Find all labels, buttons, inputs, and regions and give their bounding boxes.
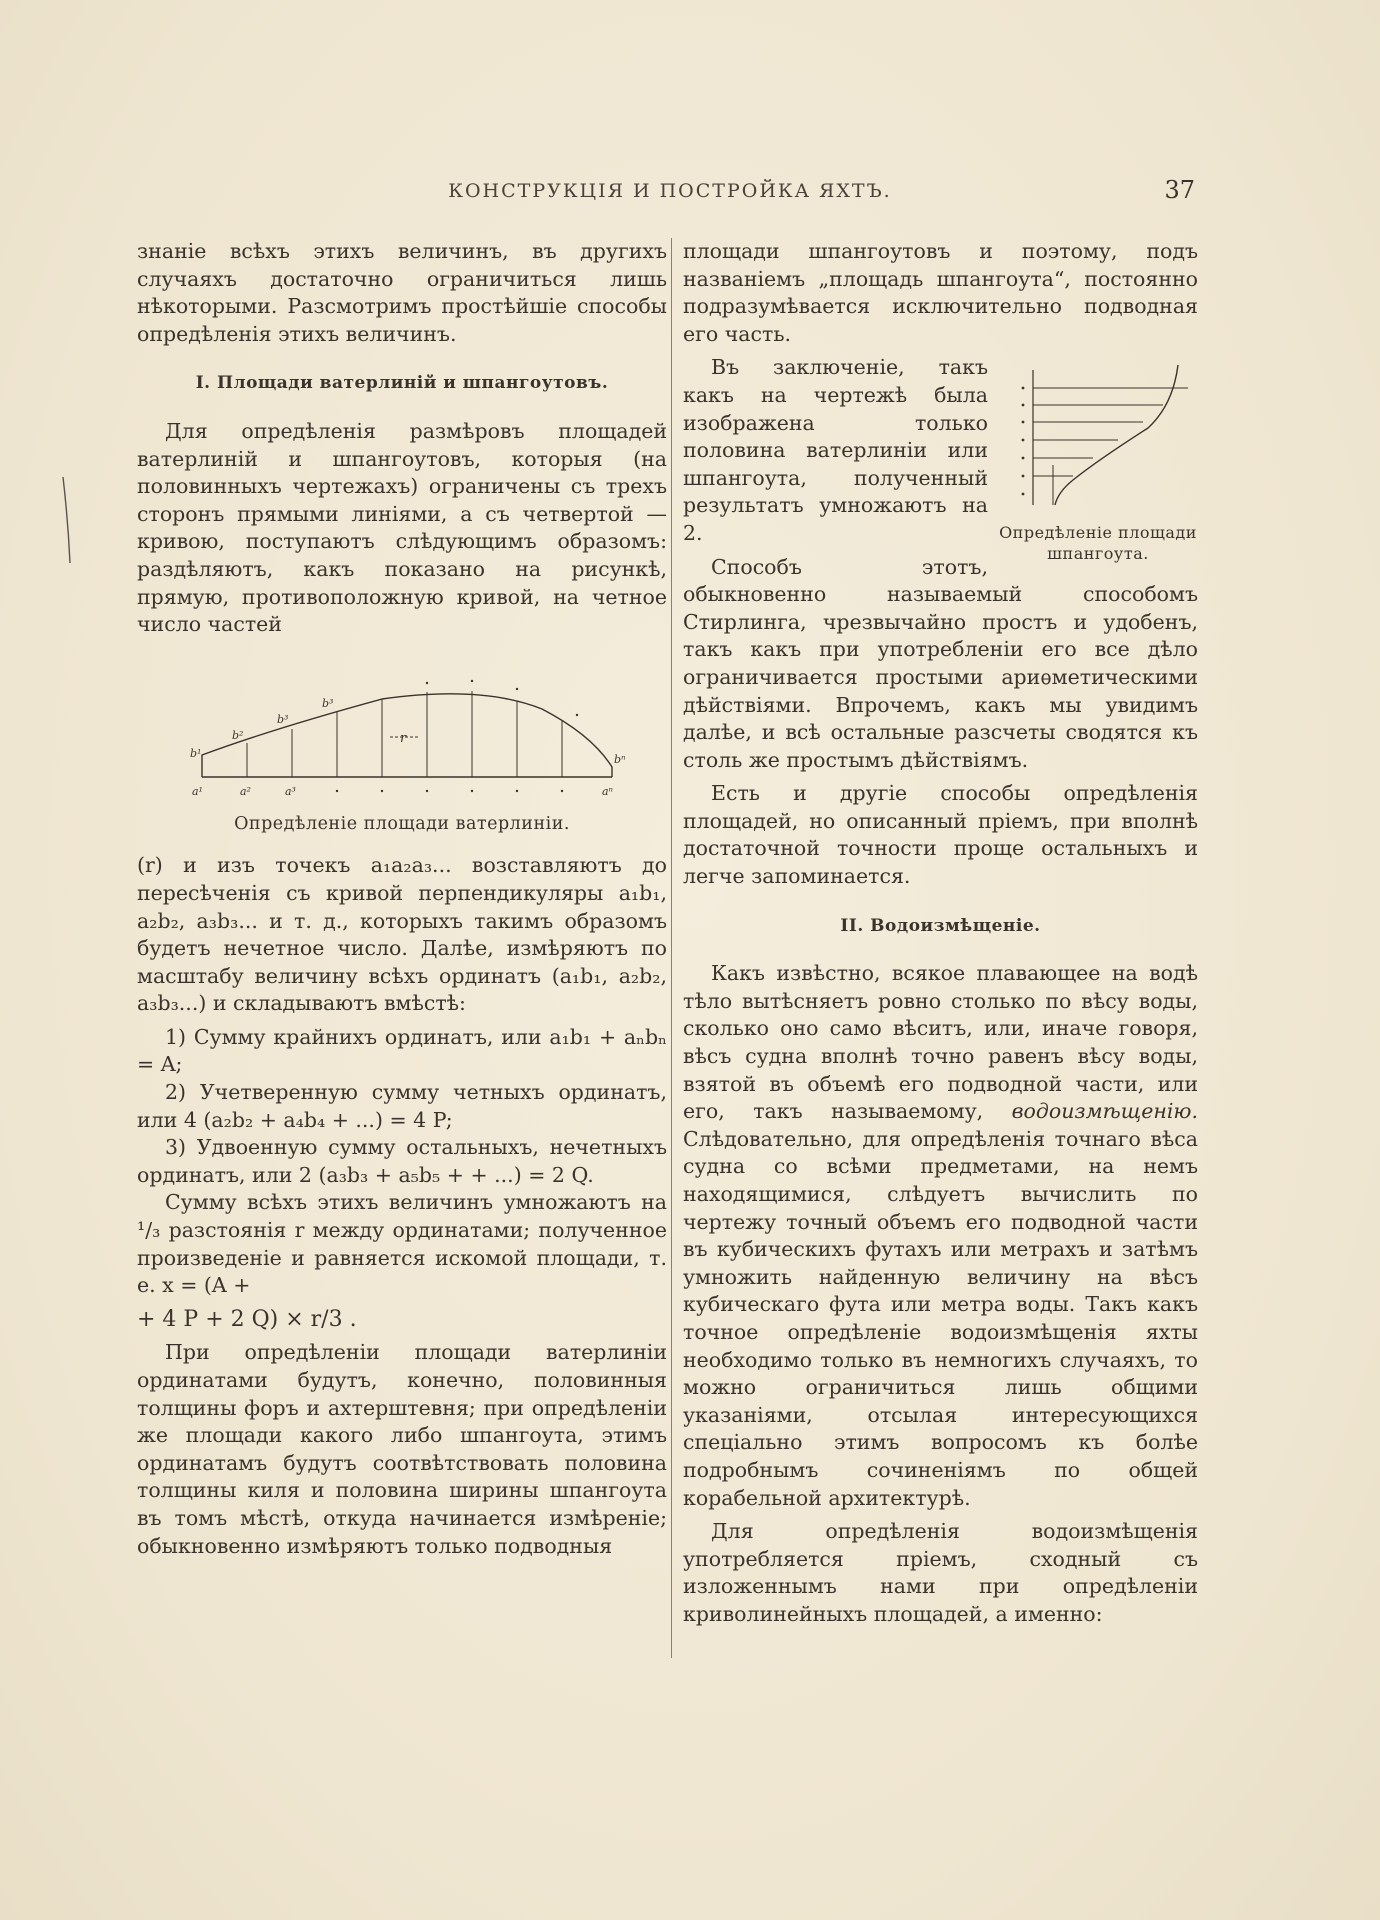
column-divider [671,238,672,1658]
list-item: 1) Сумму крайнихъ ординатъ, или a₁b₁ + aₙbₙ = A; [137,1024,667,1077]
label-a3: a³ [285,784,296,798]
list-item: 3) Удвоенную сумму остальныхъ, нечетныхъ ординатъ, или 2 (a₃b₃ + a₅b₅ + + ...) = 2 Q. [137,1135,667,1187]
label-an: aⁿ [602,784,614,798]
label-a2: a² [240,784,251,798]
paragraph: (r) и изъ точекъ a₁a₂a₃... возставляютъ до пересѣченія съ кривой перпендикуляры a₁b₁, a₂b₂, a₃b₃... и т. д., которыхъ такимъ образомъ будетъ нечетное число. Далѣе, измѣряютъ по масштабу величину всѣхъ ординатъ (a₁b₁, a₂b₂, a₃b₃...) и складываютъ вмѣстѣ: [137,853,667,1016]
label-b3: b³ [277,712,289,726]
figure-frame-area [998,360,1198,564]
paragraph: Способъ этотъ, обыкновенно называемый способомъ Стирлинга, чрезвычайно простъ и удобенъ, такъ какъ при употребленіи его все дѣло ограничивается простыми ариѳметическими дѣйствіями. Впрочемъ, какъ мы увидимъ далѣе, и всѣ остальные разсчеты сводятся къ столь же простымъ дѣйствіямъ. [683,554,1198,772]
label-r: r [400,730,407,746]
right-column [683,238,1198,1635]
left-column [137,238,667,1566]
section-heading: I. Площади ватерлиній и шпангоутовъ. [195,373,609,394]
paragraph: Сумму всѣхъ этихъ величинъ умножаютъ на ¹/₃ разстоянія r между ординатами; полученное произведеніе и равняется искомой площади, т. е. x = (A + [137,1190,667,1298]
page-number: 37 [1164,176,1195,204]
paragraph: Есть и другіе способы опредѣленія площадей, но описанный пріемъ, при вполнѣ достаточной точности проще остальныхъ и легче запоминается. [683,781,1198,889]
running-head: КОНСТРУКЦІЯ И ПОСТРОЙКА ЯХТЪ. [448,180,892,202]
formula: + 4 P + 2 Q) × r/3 . [137,1306,357,1332]
paragraph: Для опредѣленія размѣровъ площадей ватерлиній и шпангоутовъ, которыя (на половинныхъ чертежахъ) ограничены съ трехъ сторонъ прямыми линіями, а съ четвертой — кривою, поступаютъ слѣдующимъ образомъ: раздѣляютъ, какъ показано на рисункѣ, прямую, противоположную кривой, на четное число частей [137,418,667,637]
waterline-diagram [182,657,626,807]
paragraph: площади шпангоутовъ и поэтому, подъ названіемъ „площадь шпангоута“, постоянно подразумѣвается исключительно подводная его часть. [683,239,1198,346]
label-b3-upper: b³ [322,696,334,710]
term-displacement: водоизмѣщенію. [1011,1099,1198,1124]
label-bn: bⁿ [614,752,626,766]
paragraph-text: Слѣдовательно, для опредѣленія точнаго вѣса судна со всѣми предметами, на немъ находящимися, слѣдуетъ вычислить по чертежу точный объемъ его подводной части въ кубическихъ футахъ или метрахъ и затѣмъ умножить найденную величину на вѣсъ кубическаго фута или метра воды. Такъ какъ точное опредѣленіе водоизмѣщенія яхты необходимо только въ немногихъ случаяхъ, то можно ограничиться лишь общими указаніями, отсылая интересующихся спеціально этимъ вопросомъ къ болѣе подробнымъ сочиненіямъ по общей корабельной архитектурѣ. [683,1126,1198,1510]
paragraph: знаніе всѣхъ этихъ величинъ, въ другихъ случаяхъ достаточно ограничиться лишь нѣкоторыми. Разсмотримъ простѣйшіе способы опредѣленія этихъ величинъ. [137,239,667,346]
paragraph: Для опредѣленія водоизмѣщенія употребляется пріемъ, сходный съ изложеннымъ нами при опредѣленіи криволинейныхъ площадей, а именно: [683,1519,1198,1626]
figure-caption: Опредѣленіе площади шпангоута. [999,522,1197,563]
section-heading: II. Водоизмѣщеніе. [840,915,1041,936]
margin-pencil-mark [60,475,72,565]
list-item: 2) Учетверенную сумму четныхъ ординатъ, или 4 (a₂b₂ + a₄b₄ + ...) = 4 P; [137,1080,667,1132]
label-a1: a¹ [192,784,203,798]
frame-diagram [1003,360,1193,510]
label-b2: b² [232,728,244,742]
paragraph: При опредѣленіи площади ватерлиніи ординатами будутъ, конечно, половинныя толщины форъ и ахтерштевня; при опредѣленіи же площади какого либо шпангоута, этимъ ординатамъ будутъ соотвѣтствовать половина толщины киля и половина ширины шпангоута въ томъ мѣстѣ, откуда начинается измѣреніе; обыкновенно измѣряютъ только подводныя [137,1340,667,1558]
label-b1: b¹ [190,746,202,760]
paragraph: Въ заключеніе, такъ какъ на чертежѣ была изображена только половина ватерлиніи или шпангоута, полученный результатъ умножаютъ на 2. [683,355,988,545]
paragraph-text: Какъ извѣстно, всякое плавающее на водѣ тѣло вытѣсняетъ ровно столько по вѣсу воды, сколько оно само вѣситъ, или, иначе говоря, вѣсъ судна вполнѣ точно равенъ вѣсу воды, взятой въ объемѣ его подводной части, или его, такъ называемому, [683,961,1198,1124]
figure-waterline-area [137,657,667,839]
figure-caption: Опредѣленіе площади ватерлиніи. [234,813,570,834]
paragraph [683,960,1198,1512]
